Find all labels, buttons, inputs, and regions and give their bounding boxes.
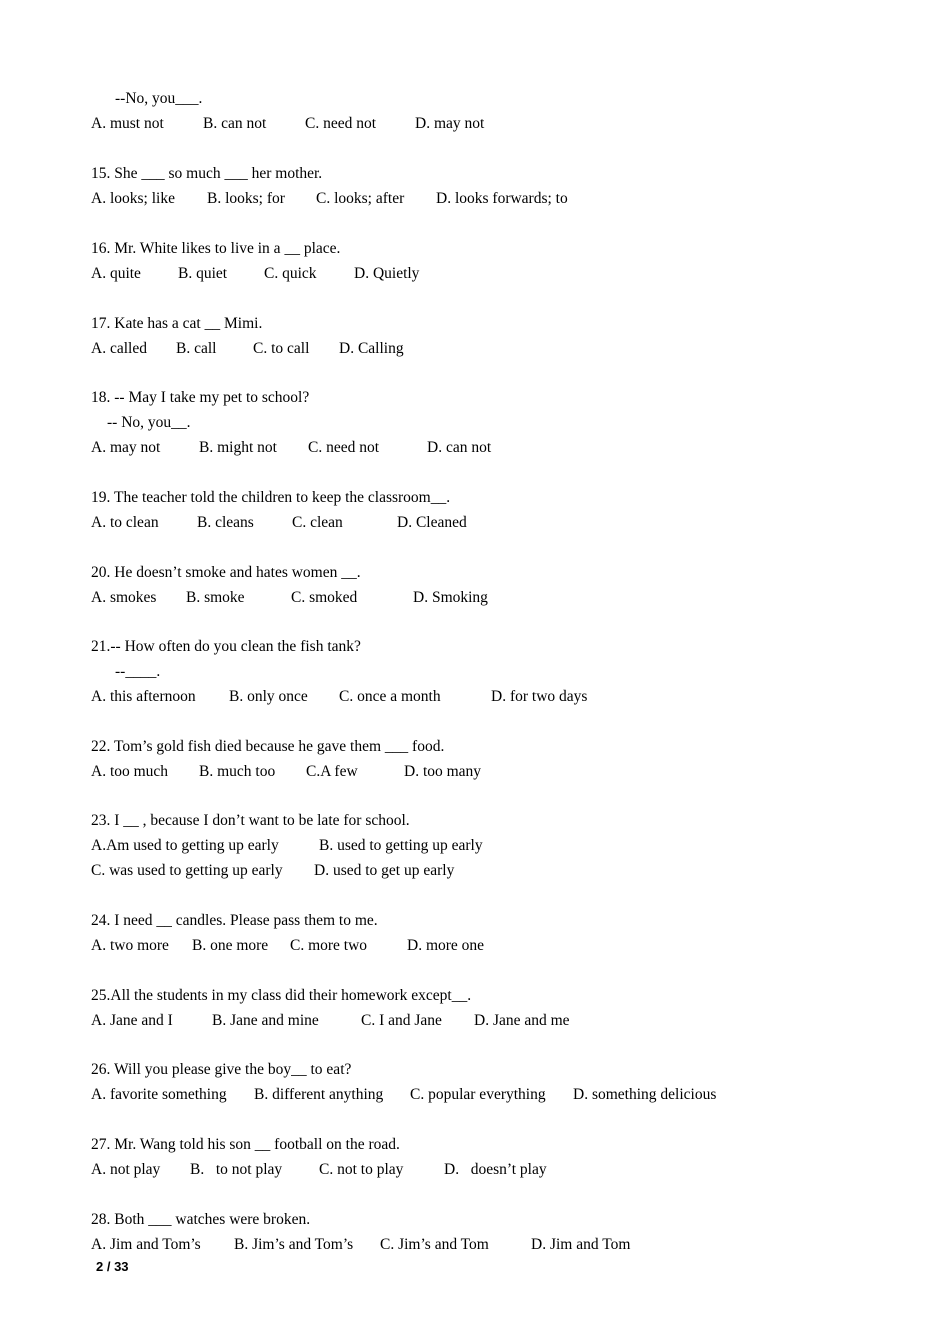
q27-option-c: C. not to play <box>319 1161 404 1178</box>
q21-option-b: B. only once <box>229 688 308 705</box>
q15-option-c: C. looks; after <box>316 190 405 207</box>
q20-option-a: A. smokes <box>91 589 157 606</box>
q14-option-d: D. may not <box>415 115 485 132</box>
q28-option-a: A. Jim and Tom’s <box>91 1236 201 1253</box>
q22-option-d: D. too many <box>404 763 482 780</box>
q15-option-d: D. looks forwards; to <box>436 190 568 207</box>
q25-option-b: B. Jane and mine <box>212 1012 319 1029</box>
q21-response: --____. <box>115 663 161 680</box>
q19-stem: 19. The teacher told the children to keep the classroom__. <box>91 489 451 506</box>
q14-option-a: A. must not <box>91 115 164 132</box>
q14-response: --No, you___. <box>115 90 203 107</box>
page-number: 2 / 33 <box>96 1259 129 1274</box>
q20-stem: 20. He doesn’t smoke and hates women __. <box>91 564 361 581</box>
q20-option-b: B. smoke <box>186 589 245 606</box>
q15-stem: 15. She ___ so much ___ her mother. <box>91 165 323 182</box>
q22-stem: 22. Tom’s gold fish died because he gave them ___ food. <box>91 738 445 755</box>
q16-option-b: B. quiet <box>178 265 228 282</box>
q18-option-c: C. need not <box>308 439 380 456</box>
q25-option-a: A. Jane and I <box>91 1012 173 1029</box>
q17-option-b: B. call <box>176 340 217 357</box>
q24-stem: 24. I need __ candles. Please pass them to me. <box>91 912 378 929</box>
q26-option-d: D. something delicious <box>573 1086 717 1103</box>
q18-option-b: B. might not <box>199 439 277 456</box>
q25-stem: 25.All the students in my class did their homework except__. <box>91 987 472 1004</box>
q19-option-c: C. clean <box>292 514 343 531</box>
q26-stem: 26. Will you please give the boy__ to eat? <box>91 1061 352 1078</box>
q24-option-a: A. two more <box>91 937 169 954</box>
q20-option-d: D. Smoking <box>413 589 488 606</box>
q22-option-b: B. much too <box>199 763 276 780</box>
q24-option-b: B. one more <box>192 937 269 954</box>
q28-option-c: C. Jim’s and Tom <box>380 1236 489 1253</box>
q14-option-c: C. need not <box>305 115 377 132</box>
q23-option-a: A.Am used to getting up early <box>91 837 279 854</box>
q28-stem: 28. Both ___ watches were broken. <box>91 1211 311 1228</box>
q24-option-c: C. more two <box>290 937 368 954</box>
q28-option-d: D. Jim and Tom <box>531 1236 631 1253</box>
q18-response: -- No, you__. <box>107 414 191 431</box>
q17-option-c: C. to call <box>253 340 310 357</box>
q24-option-d: D. more one <box>407 937 485 954</box>
q17-stem: 17. Kate has a cat __ Mimi. <box>91 315 263 332</box>
q23-stem: 23. I __ , because I don’t want to be late for school. <box>91 812 410 829</box>
q26-option-a: A. favorite something <box>91 1086 227 1103</box>
q26-option-b: B. different anything <box>254 1086 384 1103</box>
q16-option-d: D. Quietly <box>354 265 420 282</box>
q19-option-d: D. Cleaned <box>397 514 467 531</box>
q27-option-d: D. doesn’t play <box>444 1161 547 1178</box>
q28-option-b: B. Jim’s and Tom’s <box>234 1236 354 1253</box>
q16-option-a: A. quite <box>91 265 141 282</box>
q25-option-c: C. I and Jane <box>361 1012 442 1029</box>
q23-option-b: B. used to getting up early <box>319 837 483 854</box>
q27-option-a: A. not play <box>91 1161 161 1178</box>
q22-option-c: C.A few <box>306 763 358 780</box>
q16-stem: 16. Mr. White likes to live in a __ place. <box>91 240 341 257</box>
q18-option-d: D. can not <box>427 439 492 456</box>
q14-option-b: B. can not <box>203 115 267 132</box>
q21-stem: 21.-- How often do you clean the fish tank? <box>91 638 361 655</box>
q21-option-d: D. for two days <box>491 688 588 705</box>
q26-option-c: C. popular everything <box>410 1086 546 1103</box>
q15-option-b: B. looks; for <box>207 190 285 207</box>
q21-option-c: C. once a month <box>339 688 441 705</box>
q27-stem: 27. Mr. Wang told his son __ football on the road. <box>91 1136 400 1153</box>
q22-option-a: A. too much <box>91 763 169 780</box>
q21-option-a: A. this afternoon <box>91 688 196 705</box>
q23-option-c: C. was used to getting up early <box>91 862 283 879</box>
q23-option-d: D. used to get up early <box>314 862 455 879</box>
q18-stem: 18. -- May I take my pet to school? <box>91 389 310 406</box>
q19-option-b: B. cleans <box>197 514 254 531</box>
q16-option-c: C. quick <box>264 265 317 282</box>
q27-option-b: B. to not play <box>190 1161 283 1178</box>
q19-option-a: A. to clean <box>91 514 159 531</box>
q25-option-d: D. Jane and me <box>474 1012 570 1029</box>
q17-option-d: D. Calling <box>339 340 404 357</box>
q15-option-a: A. looks; like <box>91 190 175 207</box>
q18-option-a: A. may not <box>91 439 161 456</box>
q20-option-c: C. smoked <box>291 589 358 606</box>
q17-option-a: A. called <box>91 340 147 357</box>
